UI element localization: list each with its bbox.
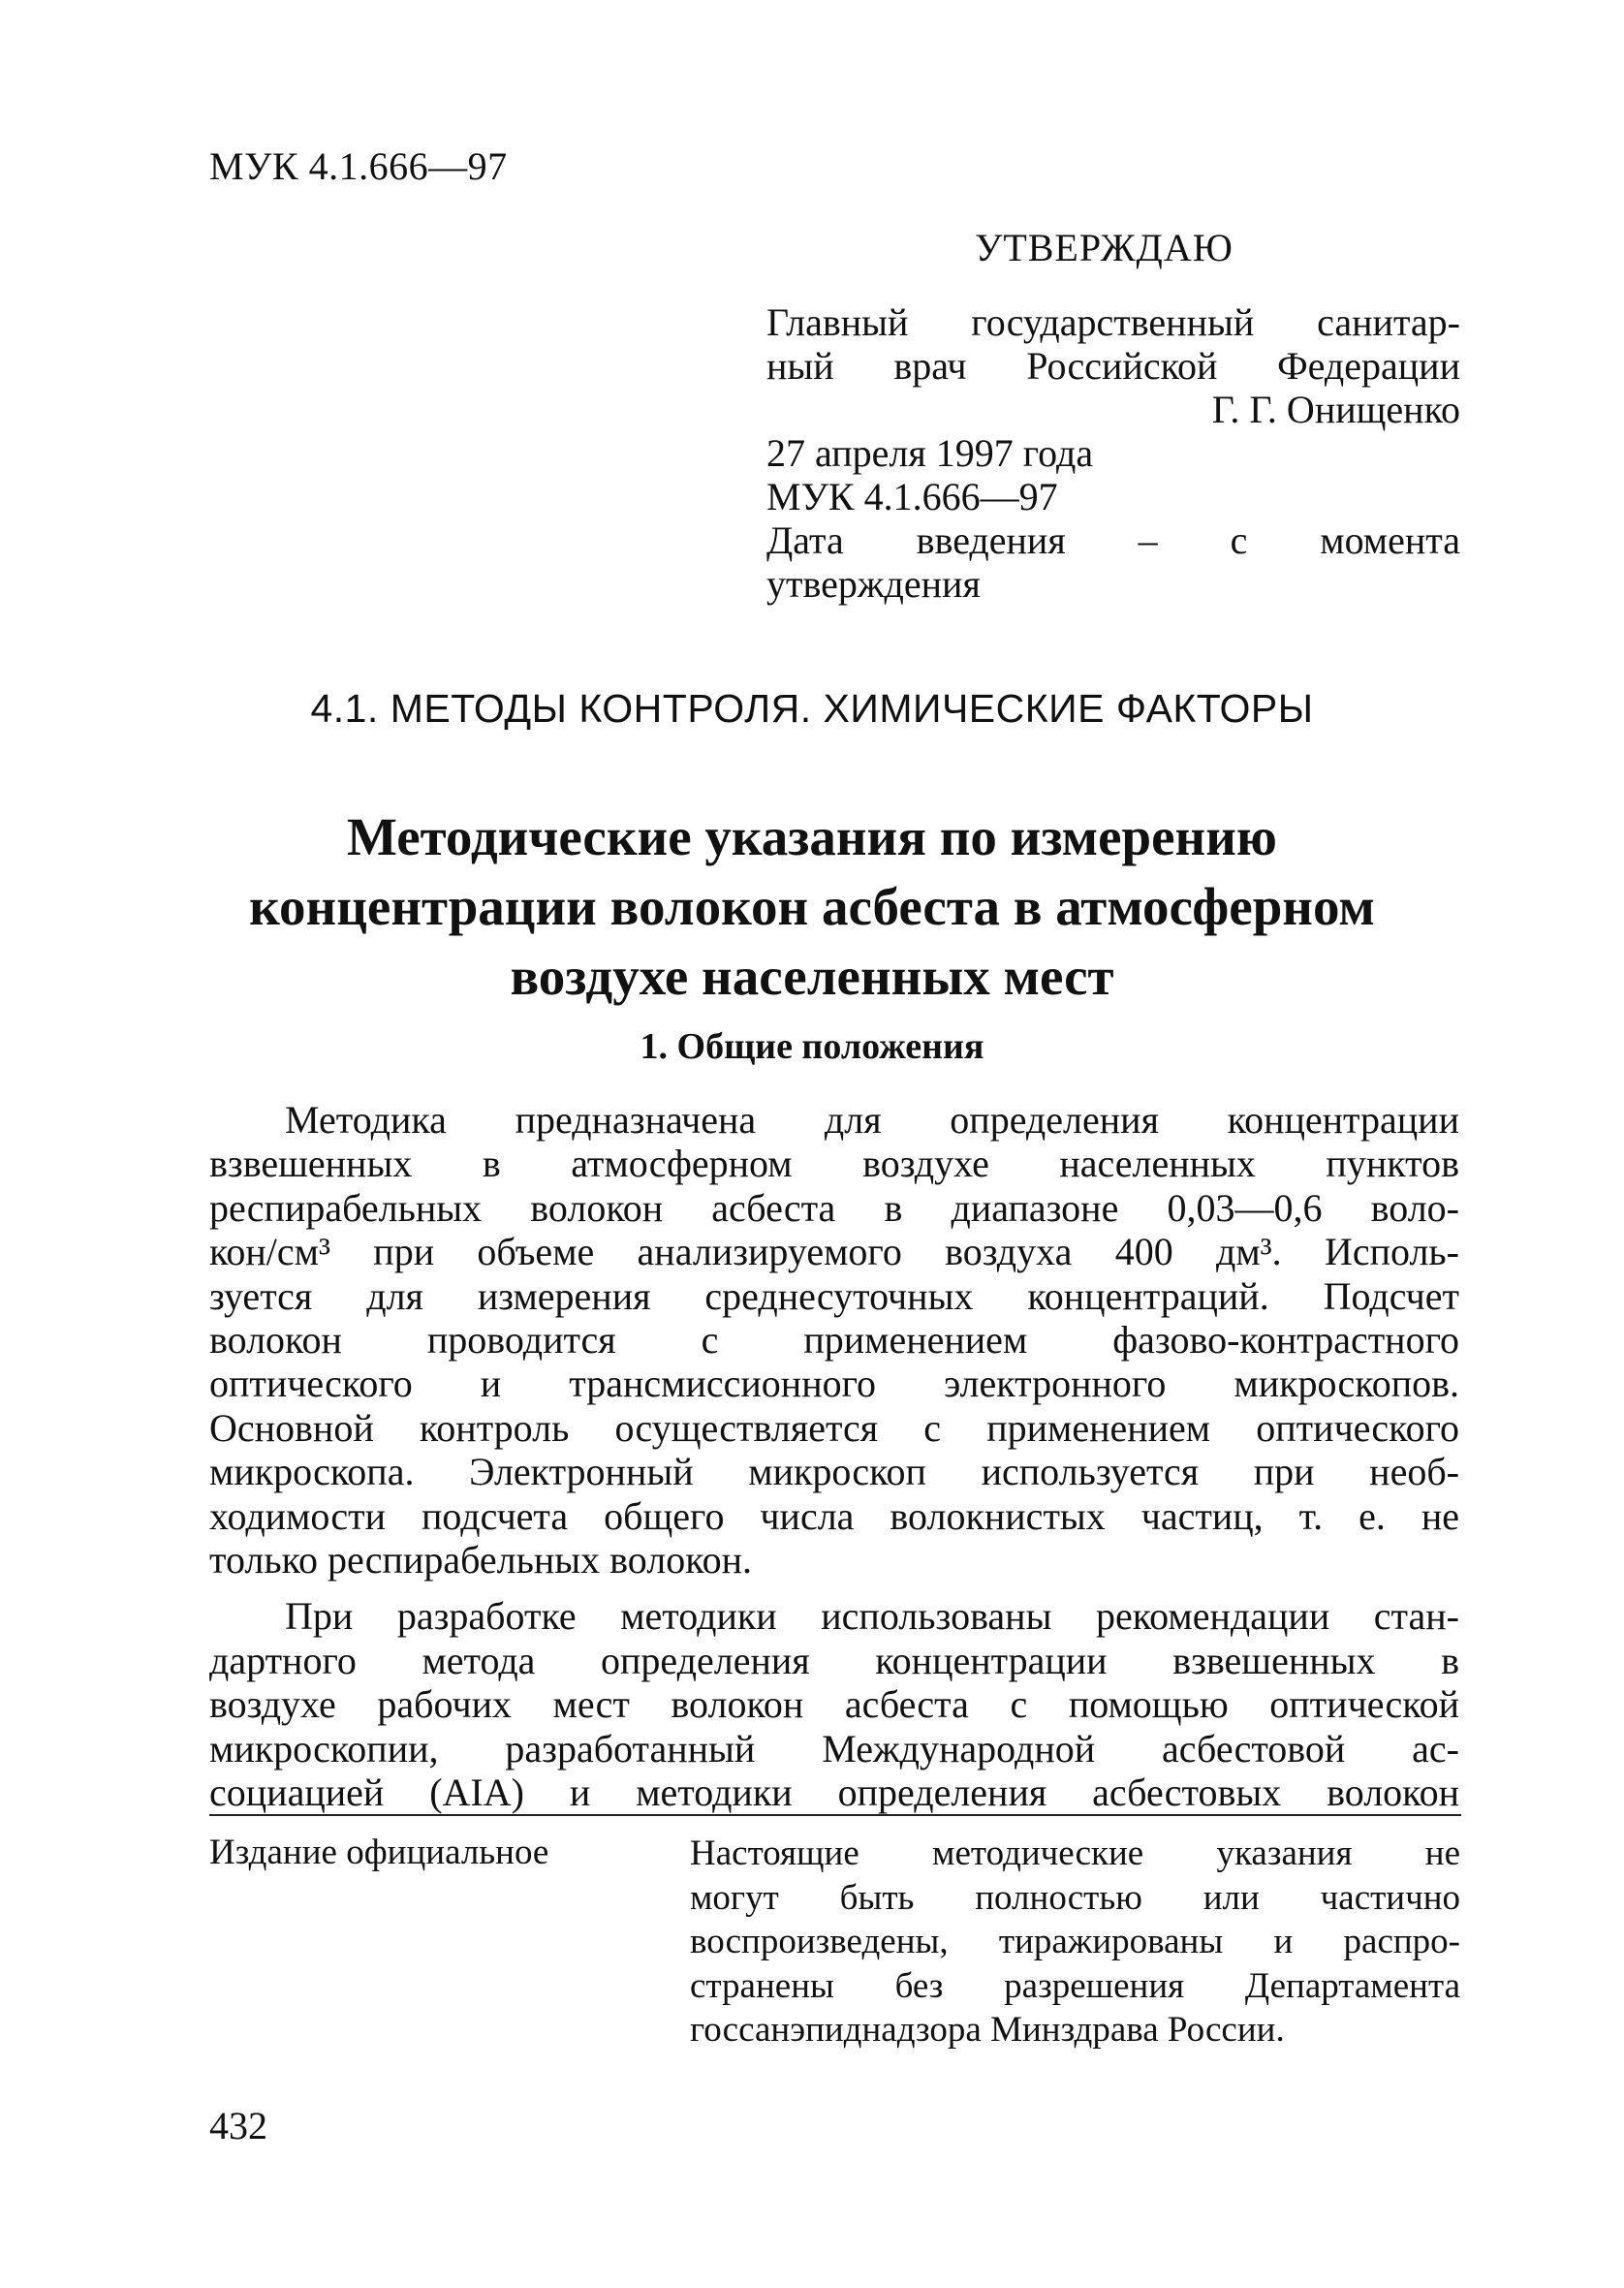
chapter-title: 1. Общие положения — [640, 1026, 984, 1067]
document-code: МУК 4.1.666—97 — [209, 144, 508, 188]
paragraph-line: ходимости подсчета общего числа волокнистых частиц, т. е. не — [209, 1493, 1459, 1538]
title-line: Методические указания по измерению — [347, 807, 1277, 866]
approval-block — [766, 300, 1460, 606]
section-header: 4.1. МЕТОДЫ КОНТРОЛЯ. ХИМИЧЕСКИЕ ФАКТОРЫ — [310, 686, 1314, 731]
notice-line: могут быть полностью или частично — [690, 1877, 1460, 1918]
paragraph-line: дартного метода определения концентрации взвешенных в — [209, 1638, 1459, 1682]
title-line: воздухе населенных мест — [510, 947, 1114, 1006]
paragraph-line: кон/см³ при объеме анализируемого воздуха 400 дм³. Исполь- — [209, 1230, 1459, 1274]
paragraph-line: При разработке методики использованы рекомендации стан- — [285, 1594, 1459, 1639]
document-title — [0, 802, 1624, 1012]
approval-line: утверждения — [766, 562, 981, 606]
notice-line: странены без разрешения Департамента — [690, 1965, 1460, 2006]
official-edition-label: Издание официальное — [209, 1833, 549, 1872]
notice-line: воспроизведены, тиражированы и распро- — [690, 1922, 1460, 1961]
paragraph-line: микроскопа. Электронный микроскоп используется при необ- — [209, 1450, 1459, 1494]
approver-name: Г. Г. Онищенко — [1211, 388, 1460, 431]
notice-line: Настоящие методические указания не — [690, 1834, 1460, 1873]
paragraph-line: Методика предназначена для определения концентрации — [285, 1098, 1459, 1142]
paragraph-line: Основной контроль осуществляется с применением оптического — [209, 1405, 1459, 1450]
approval-date: 27 апреля 1997 года — [766, 431, 1094, 475]
title-line: концентрации волокон асбеста в атмосферном — [249, 877, 1375, 936]
notice-line: госсанэпиднадзора Минздрава России. — [690, 2010, 1285, 2050]
approval-line: ный врач Российской Федерации — [766, 344, 1460, 388]
body-text — [209, 1098, 1459, 1815]
footer-divider — [209, 1814, 1461, 1816]
paragraph-line: оптического и трансмиссионного электронного микроскопов. — [209, 1362, 1459, 1406]
paragraph-line: социацией (AIA) и методики определения асбестовых волокон — [209, 1771, 1459, 1815]
paragraph-line: только респирабельных волокон. — [209, 1538, 753, 1583]
paragraph-line: микроскопии, разработанный Международной асбестовой ас- — [209, 1726, 1459, 1771]
paragraph-line: волокон проводится с применением фазово-контрастного — [209, 1318, 1459, 1363]
paragraph-line: зуется для измерения среднесуточных концентраций. Подсчет — [209, 1273, 1459, 1318]
approval-label: УТВЕРЖДАЮ — [975, 226, 1234, 269]
paragraph-line: воздухе рабочих мест волокон асбеста с помощью оптической — [209, 1682, 1459, 1727]
copyright-notice — [690, 1832, 1460, 2053]
paragraph-line: взвешенных в атмосферном воздухе населенных пунктов — [209, 1142, 1459, 1186]
page-number: 432 — [209, 2104, 267, 2147]
paragraph-line: респирабельных волокон асбеста в диапазоне 0,03—0,6 воло- — [209, 1185, 1459, 1230]
approval-line: Дата введения – с момента — [766, 518, 1460, 562]
approval-line: Главный государственный санитар- — [766, 300, 1460, 344]
approval-doc-code: МУК 4.1.666—97 — [766, 475, 1058, 518]
